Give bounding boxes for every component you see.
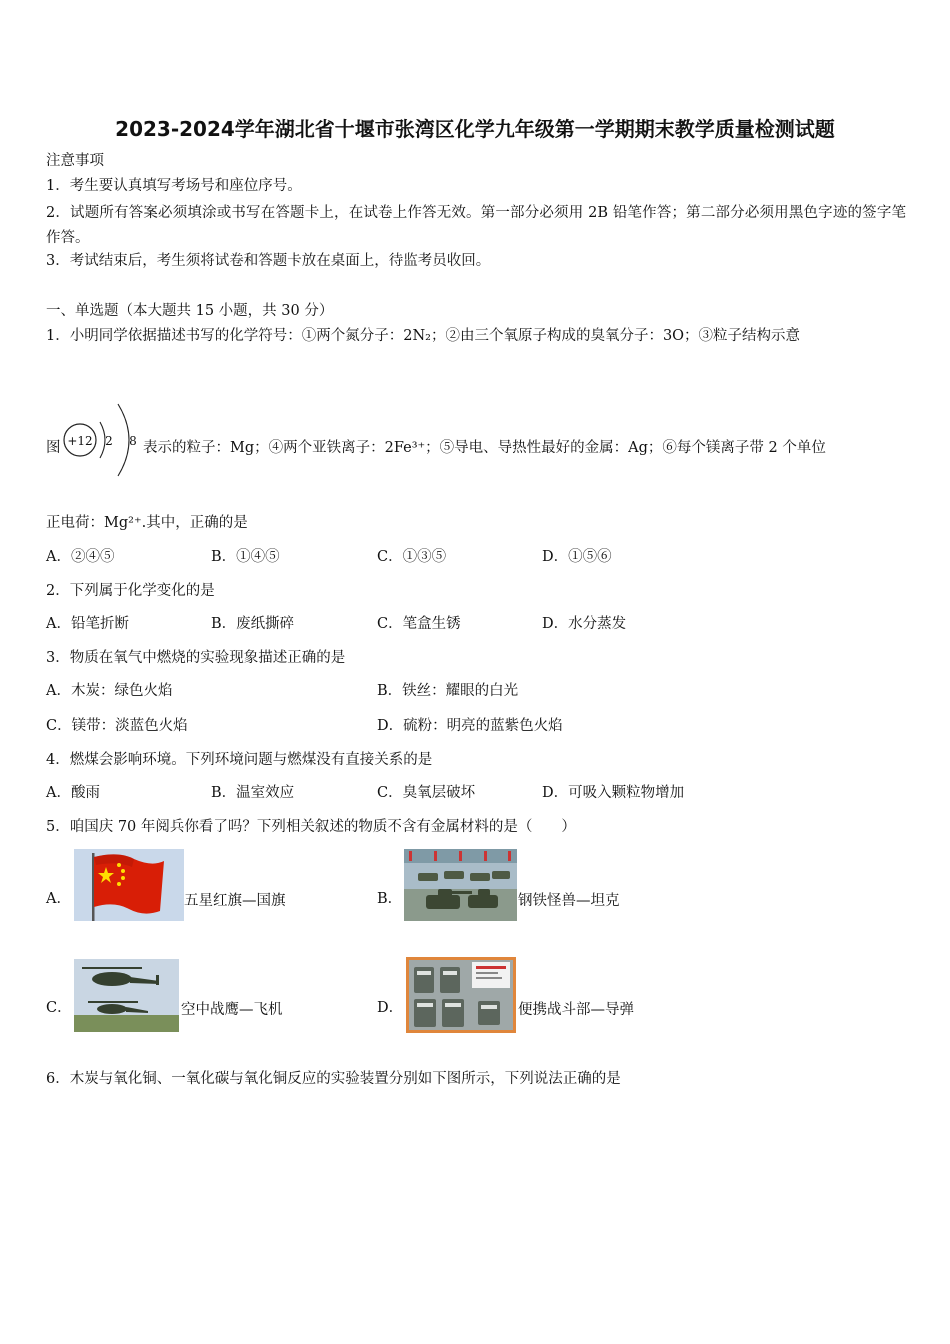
q5-option-d-letter: D． [377, 1000, 404, 1016]
missile-image [406, 957, 516, 1033]
atom-structure-diagram [60, 398, 142, 482]
q1-option-c: C．①③⑤ [377, 549, 447, 565]
notice-item-2: 2．试题所有答案必须填涂或书写在答题卡上，在试卷上作答无效。第一部分必须用 2B 铅笔作答；第二部分必须用黑色字迹的签字笔作答。 [46, 205, 906, 246]
notice-heading: 注意事项 [46, 153, 104, 169]
notice-item-3: 3．考试结束后，考生须将试卷和答题卡放在桌面上，待监考员收回。 [46, 253, 491, 269]
q4-stem: 4．燃煤会影响环境。下列环境问题与燃煤没有直接关系的是 [46, 752, 433, 768]
q1-option-b: B．①④⑤ [211, 549, 280, 565]
q2-option-a: A．铅笔折断 [46, 616, 129, 632]
page-title: 2023-2024学年湖北省十堰市张湾区化学九年级第一学期期末教学质量检测试题 [115, 117, 835, 141]
q5-option-b-letter: B． [377, 891, 403, 907]
shell2-label: 8 [129, 434, 137, 448]
q3-stem: 3．物质在氧气中燃烧的实验现象描述正确的是 [46, 650, 346, 666]
q3-option-b: B．铁丝：耀眼的白光 [377, 683, 519, 699]
q1-line2: 表示的粒子：Mg；④两个亚铁离子：2Fe³⁺；⑤导电、导热性最好的金属：Ag；⑥每个镁离子带 2 个单位 [143, 440, 826, 456]
q5-option-a-caption: 五星红旗—国旗 [184, 893, 286, 909]
q4-option-d: D．可吸入颗粒物增加 [542, 785, 685, 801]
q3-option-c: C．镁带：淡蓝色火焰 [46, 718, 188, 734]
tank-image [404, 849, 517, 921]
q1-prefix: 图 [46, 440, 61, 456]
q2-option-c: C．笔盒生锈 [377, 616, 461, 632]
q2-option-b: B．废纸撕碎 [211, 616, 295, 632]
q5-option-b-caption: 钢铁怪兽—坦克 [518, 893, 620, 909]
q6-stem: 6．木炭与氧化铜、一氧化碳与氧化铜反应的实验装置分别如下图所示，下列说法正确的是 [46, 1071, 621, 1087]
q2-option-d: D．水分蒸发 [542, 616, 627, 632]
q5-option-c-caption: 空中战鹰—飞机 [181, 1002, 283, 1018]
q3-option-d: D．硫粉：明亮的蓝紫色火焰 [377, 718, 563, 734]
q3-option-a: A．木炭：绿色火焰 [46, 683, 173, 699]
q1-option-a: A．②④⑤ [46, 549, 115, 565]
q4-option-a: A．酸雨 [46, 785, 100, 801]
notice-item-1: 1．考生要认真填写考场号和座位序号。 [46, 178, 302, 194]
helicopter-image [74, 959, 179, 1032]
q5-option-d-caption: 便携战斗部—导弹 [518, 1002, 634, 1018]
q4-option-c: C．臭氧层破坏 [377, 785, 476, 801]
section-heading: 一、单选题（本大题共 15 小题，共 30 分） [46, 303, 334, 319]
q1-option-d: D．①⑤⑥ [542, 549, 612, 565]
q1-line1: 1．小明同学依据描述书写的化学符号：①两个氮分子：2N₂；②由三个氧原子构成的臭氧分子：3O；③粒子结构示意 [46, 328, 801, 344]
q5-stem: 5．咱国庆 70 年阅兵你看了吗？下列相关叙述的物质不含有金属材料的是（ ） [46, 819, 576, 835]
q5-option-c-letter: C． [46, 1000, 72, 1016]
q1-line3: 正电荷：Mg²⁺.其中，正确的是 [46, 515, 248, 531]
q5-option-a-letter: A． [46, 891, 71, 907]
shell1-label: 2 [105, 434, 113, 448]
flag-image [74, 849, 184, 921]
q2-stem: 2．下列属于化学变化的是 [46, 583, 215, 599]
q4-option-b: B．温室效应 [211, 785, 295, 801]
nucleus-label: +12 [67, 434, 93, 448]
